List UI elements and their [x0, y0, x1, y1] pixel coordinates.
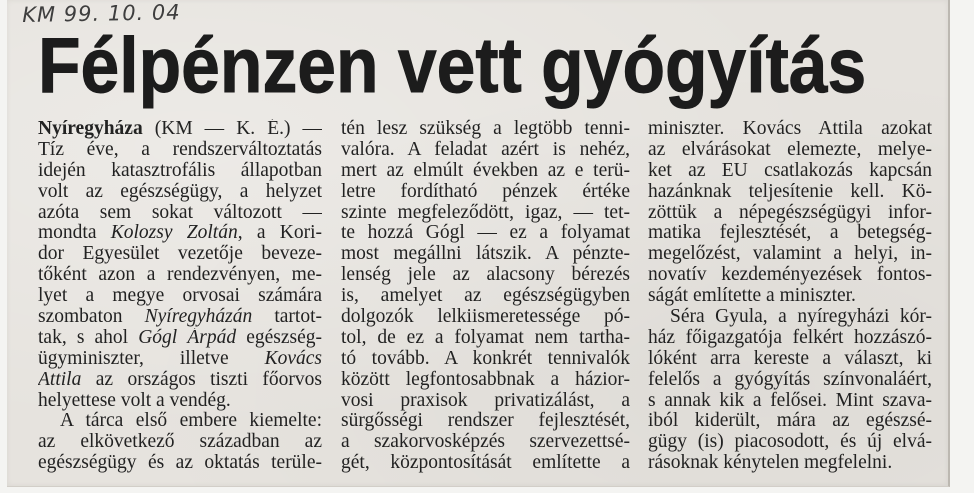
article-line	[38, 244, 322, 265]
article-text: rásoknak kénytelen megfelelni.	[648, 453, 893, 474]
article-line	[648, 370, 932, 391]
article-line	[38, 307, 322, 328]
article-line	[648, 453, 932, 474]
article-line	[38, 140, 322, 161]
article-line	[341, 370, 630, 391]
article-line	[341, 244, 630, 265]
article-line	[648, 140, 932, 161]
article-text: mert az elmúlt években az e terü-	[341, 160, 630, 181]
article-line	[341, 119, 630, 140]
article-text: , a Kori-	[237, 223, 322, 244]
article-text: megelőzést, valamint a helyi, in-	[648, 244, 932, 265]
article-line	[38, 223, 322, 244]
article-line	[38, 265, 322, 286]
article-text: Séra Gyula, a nyíregyházi kór-	[670, 307, 932, 328]
article-column-1	[38, 119, 322, 474]
article-line	[648, 119, 932, 140]
article-line	[38, 286, 322, 307]
article-line	[648, 223, 932, 244]
article-text: novatív kezdeményezések fontos-	[648, 265, 932, 286]
article-line	[341, 432, 630, 453]
article-line	[38, 432, 322, 453]
article-text: idején katasztrofális állapotban	[38, 160, 322, 181]
article-text: gügy (is) piacosodott, és új elvá-	[648, 432, 932, 453]
article-text: ságát említette a miniszter.	[648, 286, 856, 307]
article-line	[648, 182, 932, 203]
article-text: ket az EU csatlakozás kapcsán	[648, 160, 932, 181]
article-text: hazánknak teljesítenie kell. Kö-	[648, 181, 932, 202]
article-line	[38, 203, 322, 224]
article-text: a szakorvosképzés szervezettsé-	[341, 432, 630, 453]
article-line	[341, 203, 630, 224]
article-text: volt az egészségügy, a helyzet	[38, 181, 322, 202]
article-line	[341, 265, 630, 286]
article-line	[648, 328, 932, 349]
article-text: egészség-	[236, 327, 322, 348]
article-text: lyet a megye orvosai számára	[38, 286, 322, 307]
article-line	[341, 349, 630, 370]
article-text: is, amelyet az egészségügyben	[341, 286, 630, 307]
article-line	[38, 370, 322, 391]
article-text: sürgősségi rendszer fejlesztését,	[341, 411, 630, 432]
article-line	[648, 161, 932, 182]
article-text: az országos tiszti főorvos	[81, 369, 322, 390]
article-text: az elkövetkező században az	[38, 432, 322, 453]
emphasized-name: Attila	[38, 369, 82, 390]
article-line	[648, 286, 932, 307]
article-text: azóta sem sokat változott —	[38, 202, 322, 223]
article-text: most megállni látszik. A pénzte-	[341, 244, 630, 265]
article-text: iból kiderült, mára az egészsé-	[648, 411, 932, 432]
article-text: tol, de ez a folyamat nem tartha-	[341, 327, 630, 348]
article-line	[38, 391, 322, 412]
article-text: letre fordítható pénzek értéke	[341, 181, 630, 202]
article-line	[341, 307, 630, 328]
article-line	[341, 411, 630, 432]
article-column-2	[341, 119, 630, 474]
article-line	[341, 161, 630, 182]
article-line	[648, 432, 932, 453]
article-line	[38, 349, 322, 370]
article-text: lóként arra kereste a választ, ki	[648, 348, 932, 369]
emphasized-name: Gógl Árpád	[138, 327, 237, 348]
article-text: szinte megfeleződött, igaz, — tet-	[341, 202, 630, 223]
article-text: gét, központosítását említette a	[341, 453, 630, 474]
article-text: vosi praxisok privatizálást, a	[341, 390, 630, 411]
article-text: zöttük a népegészségügyi infor-	[648, 202, 932, 223]
article-text: tén lesz szükség a legtöbb tenni-	[341, 119, 630, 139]
article-text: A tárca első embere kiemelte:	[60, 411, 322, 432]
article-text: dolgozók lelkiismeretessége pó-	[341, 307, 630, 328]
article-line	[341, 223, 630, 244]
article-line	[341, 140, 630, 161]
article-line	[38, 182, 322, 203]
article-text: között legfontosabbnak a házior-	[341, 369, 630, 390]
article-line	[648, 349, 932, 370]
article-text: egészségügy és az oktatás terüle-	[38, 453, 322, 474]
article-line	[38, 119, 322, 140]
article-column-3	[648, 119, 932, 474]
article-line	[648, 265, 932, 286]
emphasized-name: Nyíregyházán	[144, 307, 253, 328]
article-text: tó tovább. A konkrét tennivalók	[341, 348, 630, 369]
handwritten-note: KM 99. 10. 04	[22, 0, 181, 27]
article-line	[648, 411, 932, 432]
headline: Félpénzen vett gyógyítás	[38, 21, 867, 109]
article-text: az elvárásokat elemezte, melye-	[648, 139, 932, 160]
article-line	[648, 203, 932, 224]
emphasized-name: Kolozsy Zoltán	[110, 223, 238, 244]
article-text: dor Egyesület vezetője beveze-	[38, 244, 322, 265]
article-text: helyettese volt a vendég.	[38, 390, 231, 411]
article-line	[648, 244, 932, 265]
article-line	[38, 453, 322, 474]
article-text: miniszter. Kovács Attila azokat	[648, 119, 932, 139]
article-line	[38, 411, 322, 432]
article-text: ház főigazgatója felkért hozzászó-	[648, 327, 932, 348]
article-text: mondta	[38, 223, 111, 244]
article-text: matika fejlesztését, a betegség-	[648, 223, 932, 244]
article-line	[341, 286, 630, 307]
article-line	[341, 391, 630, 412]
article-line	[648, 391, 932, 412]
article-text: tőként azon a rendezvényen, me-	[38, 265, 322, 286]
dateline-place: Nyíregyháza	[38, 119, 143, 139]
article-text: tartot-	[252, 307, 322, 328]
article-text: lenség jele az alacsony bérezés	[341, 265, 630, 286]
emphasized-name: Kovács	[264, 348, 322, 369]
article-text: szombaton	[38, 307, 145, 328]
article-line	[38, 328, 322, 349]
article-text: felelős a gyógyítás színvonaláért,	[648, 369, 932, 390]
article-text: tak, s ahol	[38, 327, 139, 348]
article-line	[341, 453, 630, 474]
article-text: valóra. A feladat azért is nehéz,	[341, 139, 630, 160]
article-line	[341, 182, 630, 203]
article-text: te hozzá Gógl — ez a folyamat	[341, 223, 630, 244]
article-text: ügyminiszter, illetve	[38, 348, 265, 369]
article-line	[38, 161, 322, 182]
article-line	[648, 307, 932, 328]
article-text: Tíz éve, a rendszerváltoztatás	[38, 139, 322, 160]
article-text: (KM — K. É.) —	[142, 119, 322, 139]
article-text: s annak kik a felősei. Mint szava-	[648, 390, 932, 411]
article-line	[341, 328, 630, 349]
